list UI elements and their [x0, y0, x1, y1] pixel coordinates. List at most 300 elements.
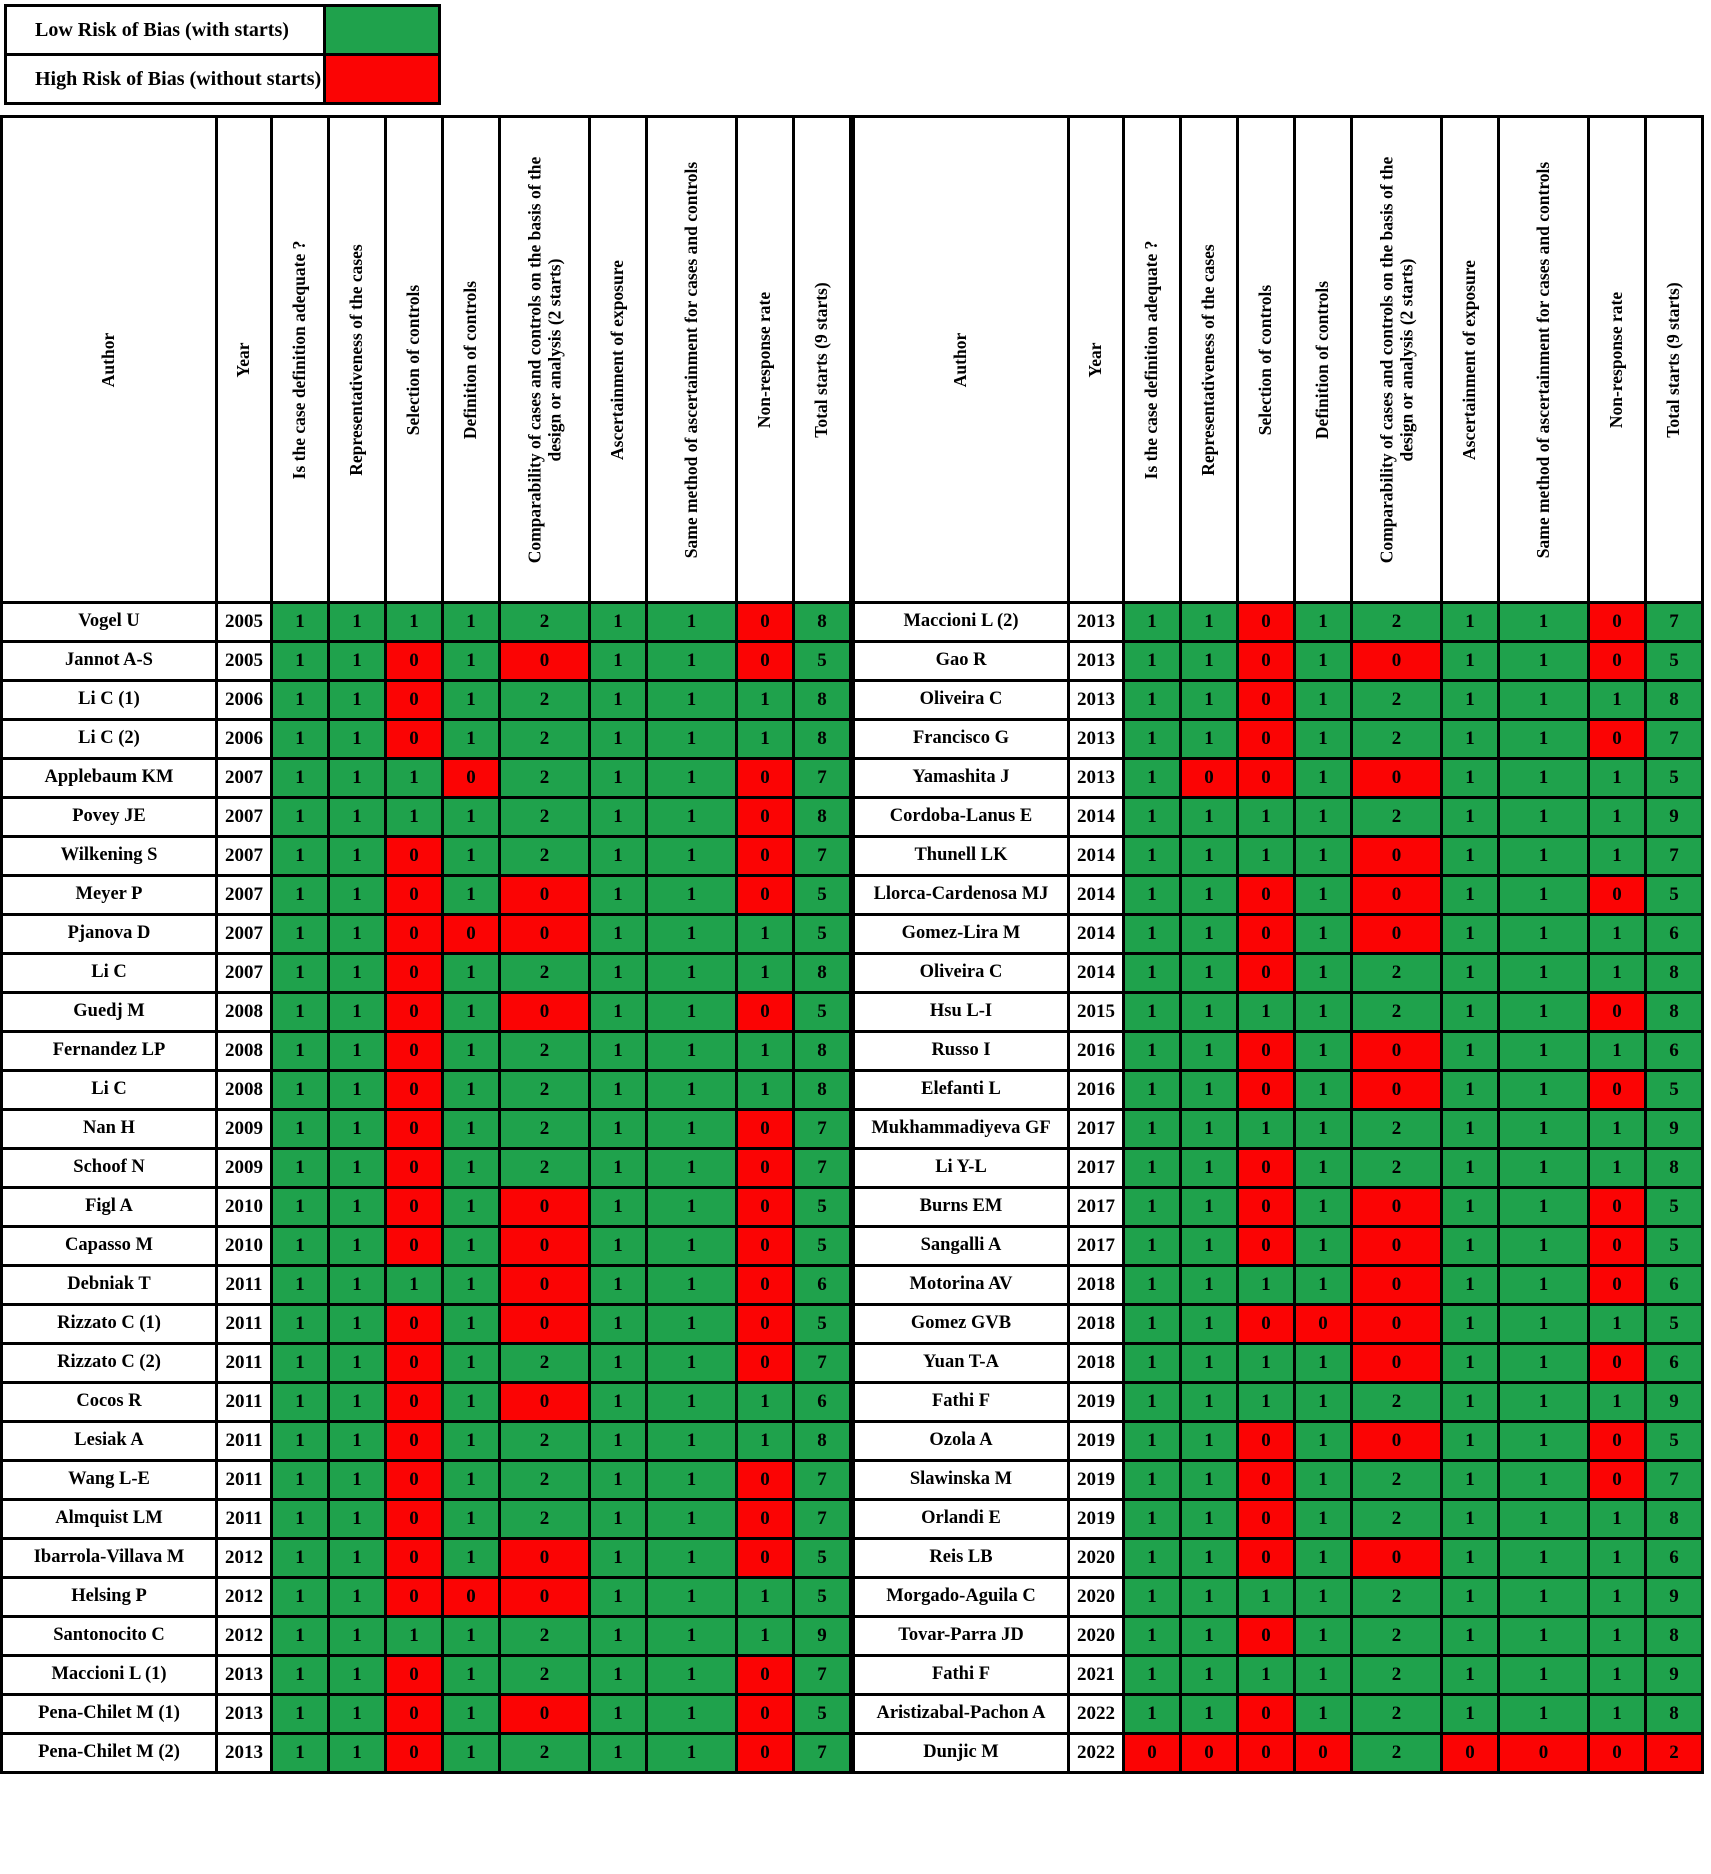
- score-cell-low-risk: 1: [1124, 1383, 1181, 1422]
- score-cell-low-risk: 1: [590, 1188, 647, 1227]
- author-cell: Helsing P: [2, 1578, 217, 1617]
- score-cell-low-risk: 1: [1499, 993, 1589, 1032]
- column-header-text: Selection of controls: [403, 284, 424, 435]
- score-cell-low-risk: 1: [737, 1383, 794, 1422]
- author-cell: Gomez GVB: [854, 1305, 1069, 1344]
- author-cell: Cocos R: [2, 1383, 217, 1422]
- column-header-text: Non-response rate: [1606, 291, 1627, 428]
- score-cell-high-risk: 0: [1238, 876, 1295, 915]
- score-cell-low-risk: 1: [1295, 1539, 1352, 1578]
- score-cell-low-risk: 1: [1181, 1032, 1238, 1071]
- score-cell-low-risk: 1: [647, 681, 737, 720]
- column-header-representativeness-of-the-cases: [1181, 117, 1238, 603]
- score-cell-low-risk: 1: [1442, 1149, 1499, 1188]
- score-cell-low-risk: 1: [1295, 1500, 1352, 1539]
- score-cell-low-risk: 1: [1124, 1578, 1181, 1617]
- year-cell: 2011: [217, 1305, 272, 1344]
- score-cell-low-risk: 1: [1442, 798, 1499, 837]
- score-cell-low-risk: 1: [590, 993, 647, 1032]
- header-row: [854, 117, 1703, 603]
- score-cell-high-risk: 0: [1238, 1032, 1295, 1071]
- study-row: [854, 1266, 1703, 1305]
- score-cell-low-risk: 1: [1442, 993, 1499, 1032]
- score-cell-high-risk: 0: [1499, 1734, 1589, 1773]
- score-cell-high-risk: 0: [1352, 1344, 1442, 1383]
- score-cell-high-risk: 0: [1238, 1734, 1295, 1773]
- year-cell: 2014: [1069, 837, 1124, 876]
- column-header-text: Representativeness of the cases: [346, 243, 367, 476]
- score-cell-low-risk: 2: [500, 1617, 590, 1656]
- author-cell: Reis LB: [854, 1539, 1069, 1578]
- year-cell: 2008: [217, 1071, 272, 1110]
- score-cell-low-risk: 6: [794, 1383, 851, 1422]
- score-cell-low-risk: 1: [1589, 798, 1646, 837]
- score-cell-low-risk: 5: [1646, 1305, 1703, 1344]
- year-cell: 2019: [1069, 1500, 1124, 1539]
- study-row: [2, 1539, 851, 1578]
- score-cell-low-risk: 1: [272, 1149, 329, 1188]
- score-cell-low-risk: 1: [590, 1656, 647, 1695]
- score-cell-low-risk: 1: [647, 720, 737, 759]
- legend-row-low-risk: [4, 4, 1711, 56]
- year-cell: 2007: [217, 915, 272, 954]
- score-cell-low-risk: 1: [737, 1617, 794, 1656]
- score-cell-high-risk: 0: [1238, 1695, 1295, 1734]
- score-cell-high-risk: 0: [500, 1383, 590, 1422]
- score-cell-low-risk: 2: [1352, 720, 1442, 759]
- score-cell-low-risk: 1: [647, 1344, 737, 1383]
- score-cell-low-risk: 1: [1499, 1188, 1589, 1227]
- score-cell-low-risk: 1: [329, 1110, 386, 1149]
- year-cell: 2020: [1069, 1617, 1124, 1656]
- study-row: [854, 837, 1703, 876]
- score-cell-high-risk: 0: [386, 681, 443, 720]
- score-cell-low-risk: 1: [1181, 1071, 1238, 1110]
- score-cell-low-risk: 1: [1295, 642, 1352, 681]
- author-cell: Ozola A: [854, 1422, 1069, 1461]
- score-cell-low-risk: 1: [443, 837, 500, 876]
- score-cell-high-risk: 0: [1238, 1188, 1295, 1227]
- score-cell-low-risk: 1: [1442, 1305, 1499, 1344]
- column-header-comparability-of-cases-and: [1352, 117, 1442, 603]
- score-cell-low-risk: 1: [1442, 1656, 1499, 1695]
- year-cell: 2011: [217, 1266, 272, 1305]
- score-cell-low-risk: 9: [1646, 798, 1703, 837]
- author-cell: Li C (2): [2, 720, 217, 759]
- score-cell-low-risk: 1: [590, 1344, 647, 1383]
- score-cell-high-risk: 0: [500, 876, 590, 915]
- score-cell-low-risk: 8: [794, 603, 851, 642]
- score-cell-low-risk: 1: [1442, 1032, 1499, 1071]
- score-cell-high-risk: 0: [386, 1071, 443, 1110]
- study-row: [854, 954, 1703, 993]
- score-cell-low-risk: 1: [590, 798, 647, 837]
- author-cell: Fathi F: [854, 1656, 1069, 1695]
- score-cell-low-risk: 2: [1352, 1617, 1442, 1656]
- score-cell-low-risk: 1: [1124, 681, 1181, 720]
- score-cell-low-risk: 1: [647, 1149, 737, 1188]
- year-cell: 2013: [217, 1656, 272, 1695]
- study-row: [854, 1461, 1703, 1500]
- score-cell-low-risk: 1: [329, 1149, 386, 1188]
- score-cell-low-risk: 1: [647, 1188, 737, 1227]
- score-cell-low-risk: 1: [1295, 837, 1352, 876]
- score-cell-low-risk: 1: [386, 603, 443, 642]
- year-cell: 2007: [217, 876, 272, 915]
- score-cell-low-risk: 1: [329, 954, 386, 993]
- score-cell-low-risk: 1: [1181, 603, 1238, 642]
- score-cell-low-risk: 1: [1295, 1227, 1352, 1266]
- score-cell-high-risk: 0: [386, 1383, 443, 1422]
- score-cell-high-risk: 0: [1181, 759, 1238, 798]
- score-cell-low-risk: 1: [590, 1422, 647, 1461]
- score-cell-low-risk: 5: [794, 1188, 851, 1227]
- score-cell-high-risk: 0: [737, 603, 794, 642]
- score-cell-low-risk: 1: [1442, 681, 1499, 720]
- score-cell-low-risk: 2: [500, 1344, 590, 1383]
- year-cell: 2018: [1069, 1344, 1124, 1383]
- score-cell-low-risk: 1: [590, 1266, 647, 1305]
- study-row: [854, 1656, 1703, 1695]
- score-cell-high-risk: 0: [737, 642, 794, 681]
- score-cell-high-risk: 0: [1238, 954, 1295, 993]
- column-header-text: Author: [98, 332, 119, 387]
- study-row: [854, 1032, 1703, 1071]
- column-header-definition-of-controls: [443, 117, 500, 603]
- column-header-text: Representativeness of the cases: [1198, 243, 1219, 476]
- score-cell-low-risk: 1: [1442, 954, 1499, 993]
- study-row: [2, 1071, 851, 1110]
- column-header-text: Year: [1085, 342, 1106, 377]
- study-row: [2, 1032, 851, 1071]
- score-cell-low-risk: 8: [794, 720, 851, 759]
- score-cell-low-risk: 7: [1646, 603, 1703, 642]
- score-cell-low-risk: 1: [1499, 1695, 1589, 1734]
- score-cell-low-risk: 2: [1352, 1149, 1442, 1188]
- score-cell-low-risk: 1: [329, 1227, 386, 1266]
- score-cell-low-risk: 1: [329, 603, 386, 642]
- score-cell-low-risk: 8: [1646, 1695, 1703, 1734]
- author-cell: Povey JE: [2, 798, 217, 837]
- year-cell: 2011: [217, 1500, 272, 1539]
- score-cell-low-risk: 1: [1442, 759, 1499, 798]
- score-cell-high-risk: 2: [1646, 1734, 1703, 1773]
- score-cell-low-risk: 1: [329, 1422, 386, 1461]
- score-cell-low-risk: 1: [1499, 1266, 1589, 1305]
- score-cell-high-risk: 0: [1352, 876, 1442, 915]
- year-cell: 2020: [1069, 1539, 1124, 1578]
- score-cell-low-risk: 1: [647, 1071, 737, 1110]
- year-cell: 2017: [1069, 1227, 1124, 1266]
- score-cell-low-risk: 1: [1499, 1617, 1589, 1656]
- score-cell-low-risk: 1: [1181, 1266, 1238, 1305]
- author-cell: Cordoba-Lanus E: [854, 798, 1069, 837]
- score-cell-low-risk: 5: [1646, 642, 1703, 681]
- column-header-total-starts-9-starts: [794, 117, 851, 603]
- score-cell-low-risk: 1: [1442, 915, 1499, 954]
- study-row: [2, 642, 851, 681]
- year-cell: 2009: [217, 1149, 272, 1188]
- score-cell-low-risk: 1: [386, 798, 443, 837]
- author-cell: Nan H: [2, 1110, 217, 1149]
- score-cell-low-risk: 1: [1181, 915, 1238, 954]
- score-cell-low-risk: 1: [272, 1110, 329, 1149]
- score-cell-low-risk: 1: [590, 1734, 647, 1773]
- author-cell: Vogel U: [2, 603, 217, 642]
- score-cell-low-risk: 1: [1589, 681, 1646, 720]
- score-cell-low-risk: 1: [329, 1344, 386, 1383]
- score-cell-high-risk: 0: [386, 1149, 443, 1188]
- score-cell-low-risk: 1: [647, 1500, 737, 1539]
- score-cell-low-risk: 1: [1589, 1032, 1646, 1071]
- score-cell-low-risk: 1: [1124, 1617, 1181, 1656]
- score-cell-low-risk: 1: [1181, 642, 1238, 681]
- score-cell-low-risk: 1: [590, 1305, 647, 1344]
- score-cell-low-risk: 1: [1181, 837, 1238, 876]
- score-cell-low-risk: 1: [272, 798, 329, 837]
- study-row: [854, 1305, 1703, 1344]
- author-cell: Llorca-Cardenosa MJ: [854, 876, 1069, 915]
- study-row: [854, 1188, 1703, 1227]
- score-cell-low-risk: 1: [1295, 1578, 1352, 1617]
- year-cell: 2013: [1069, 642, 1124, 681]
- score-cell-low-risk: 1: [1238, 1656, 1295, 1695]
- score-cell-high-risk: 0: [500, 993, 590, 1032]
- score-cell-low-risk: 1: [443, 1071, 500, 1110]
- score-cell-high-risk: 0: [737, 1266, 794, 1305]
- author-cell: Figl A: [2, 1188, 217, 1227]
- score-cell-low-risk: 1: [329, 1461, 386, 1500]
- score-cell-low-risk: 8: [794, 1032, 851, 1071]
- score-cell-low-risk: 5: [794, 993, 851, 1032]
- score-cell-high-risk: 0: [386, 1695, 443, 1734]
- score-cell-low-risk: 1: [1124, 1344, 1181, 1383]
- score-cell-low-risk: 1: [1181, 1149, 1238, 1188]
- column-header-author: [2, 117, 217, 603]
- score-cell-low-risk: 1: [1442, 1110, 1499, 1149]
- score-cell-low-risk: 1: [1499, 1110, 1589, 1149]
- column-header-text: Author: [950, 332, 971, 387]
- score-cell-low-risk: 1: [590, 1383, 647, 1422]
- score-cell-low-risk: 1: [443, 1383, 500, 1422]
- score-cell-low-risk: 1: [1124, 876, 1181, 915]
- score-cell-low-risk: 1: [443, 1500, 500, 1539]
- score-cell-low-risk: 1: [272, 1188, 329, 1227]
- score-cell-low-risk: 1: [272, 1578, 329, 1617]
- score-cell-low-risk: 9: [1646, 1110, 1703, 1149]
- score-cell-low-risk: 1: [1499, 915, 1589, 954]
- score-cell-low-risk: 1: [1499, 1461, 1589, 1500]
- score-cell-high-risk: 0: [737, 1539, 794, 1578]
- year-cell: 2013: [1069, 603, 1124, 642]
- score-cell-low-risk: 1: [1442, 1344, 1499, 1383]
- score-cell-low-risk: 1: [1442, 1266, 1499, 1305]
- author-cell: Gao R: [854, 642, 1069, 681]
- score-cell-low-risk: 1: [1499, 1539, 1589, 1578]
- score-cell-high-risk: 0: [1238, 642, 1295, 681]
- score-cell-low-risk: 1: [329, 915, 386, 954]
- study-row: [2, 915, 851, 954]
- study-row: [854, 1110, 1703, 1149]
- column-header-is-the-case-definition: [1124, 117, 1181, 603]
- score-cell-low-risk: 1: [1589, 1695, 1646, 1734]
- score-cell-low-risk: 1: [443, 954, 500, 993]
- score-cell-low-risk: 2: [1352, 603, 1442, 642]
- score-cell-low-risk: 1: [647, 1383, 737, 1422]
- study-row: [2, 1188, 851, 1227]
- score-cell-low-risk: 2: [1352, 1461, 1442, 1500]
- score-cell-high-risk: 0: [1589, 993, 1646, 1032]
- score-cell-low-risk: 1: [647, 915, 737, 954]
- score-cell-low-risk: 1: [443, 1461, 500, 1500]
- score-cell-low-risk: 1: [1181, 720, 1238, 759]
- author-cell: Russo I: [854, 1032, 1069, 1071]
- column-header-text: Is the case definition adequate ?: [289, 240, 310, 479]
- score-cell-high-risk: 0: [737, 1305, 794, 1344]
- study-row: [2, 954, 851, 993]
- column-header-text: Non-response rate: [754, 291, 775, 428]
- score-cell-low-risk: 1: [329, 1305, 386, 1344]
- score-cell-low-risk: 2: [500, 837, 590, 876]
- study-row: [854, 1149, 1703, 1188]
- score-cell-low-risk: 1: [1124, 1149, 1181, 1188]
- score-cell-low-risk: 1: [329, 1266, 386, 1305]
- score-cell-high-risk: 0: [1124, 1734, 1181, 1773]
- score-cell-high-risk: 0: [1589, 1266, 1646, 1305]
- score-cell-low-risk: 1: [1124, 1227, 1181, 1266]
- author-cell: Sangalli A: [854, 1227, 1069, 1266]
- score-cell-low-risk: 1: [1589, 1149, 1646, 1188]
- score-cell-high-risk: 0: [500, 1305, 590, 1344]
- score-cell-low-risk: 1: [386, 759, 443, 798]
- column-header-text: Total starts (9 starts): [811, 281, 832, 438]
- score-cell-low-risk: 1: [1124, 642, 1181, 681]
- column-header-is-the-case-definition: [272, 117, 329, 603]
- year-cell: 2005: [217, 642, 272, 681]
- score-cell-low-risk: 8: [1646, 1500, 1703, 1539]
- score-cell-low-risk: 1: [737, 1422, 794, 1461]
- score-cell-low-risk: 1: [443, 1656, 500, 1695]
- score-cell-low-risk: 1: [1442, 1227, 1499, 1266]
- score-cell-high-risk: 0: [1589, 1422, 1646, 1461]
- score-cell-high-risk: 0: [1589, 1734, 1646, 1773]
- score-cell-low-risk: 1: [272, 915, 329, 954]
- year-cell: 2010: [217, 1227, 272, 1266]
- score-cell-high-risk: 0: [737, 798, 794, 837]
- score-cell-high-risk: 0: [1238, 1071, 1295, 1110]
- score-cell-low-risk: 1: [647, 1227, 737, 1266]
- score-cell-low-risk: 2: [500, 603, 590, 642]
- score-cell-low-risk: 7: [794, 1500, 851, 1539]
- score-cell-high-risk: 0: [1238, 1539, 1295, 1578]
- score-cell-low-risk: 1: [1124, 1500, 1181, 1539]
- score-cell-low-risk: 1: [647, 1461, 737, 1500]
- score-cell-low-risk: 1: [1124, 993, 1181, 1032]
- score-cell-low-risk: 6: [1646, 915, 1703, 954]
- author-cell: Maccioni L (1): [2, 1656, 217, 1695]
- study-row: [2, 993, 851, 1032]
- column-header-non-response-rate: [1589, 117, 1646, 603]
- score-cell-low-risk: 2: [1352, 954, 1442, 993]
- year-cell: 2016: [1069, 1032, 1124, 1071]
- score-cell-high-risk: 0: [386, 1344, 443, 1383]
- score-cell-high-risk: 0: [1589, 1344, 1646, 1383]
- score-cell-high-risk: 0: [1589, 1461, 1646, 1500]
- column-header-same-method-of-ascertainment: [1499, 117, 1589, 603]
- score-cell-low-risk: 5: [794, 915, 851, 954]
- year-cell: 2016: [1069, 1071, 1124, 1110]
- study-row: [854, 1500, 1703, 1539]
- column-header-ascertainment-of-exposure: [590, 117, 647, 603]
- score-cell-low-risk: 1: [590, 1500, 647, 1539]
- author-cell: Li C: [2, 954, 217, 993]
- year-cell: 2018: [1069, 1266, 1124, 1305]
- study-row: [854, 1383, 1703, 1422]
- year-cell: 2013: [1069, 720, 1124, 759]
- score-cell-low-risk: 1: [386, 1266, 443, 1305]
- score-cell-low-risk: 1: [1124, 759, 1181, 798]
- score-cell-high-risk: 0: [737, 1188, 794, 1227]
- score-cell-high-risk: 0: [1352, 915, 1442, 954]
- score-cell-low-risk: 1: [443, 1149, 500, 1188]
- study-row: [2, 720, 851, 759]
- score-cell-low-risk: 6: [794, 1266, 851, 1305]
- score-cell-low-risk: 1: [329, 1383, 386, 1422]
- legend-swatch-high-risk: [323, 53, 441, 105]
- score-cell-low-risk: 1: [1124, 837, 1181, 876]
- score-cell-high-risk: 0: [386, 1461, 443, 1500]
- study-row: [2, 1617, 851, 1656]
- study-row: [854, 876, 1703, 915]
- score-cell-low-risk: 7: [794, 1656, 851, 1695]
- study-row: [2, 681, 851, 720]
- score-cell-low-risk: 1: [647, 1695, 737, 1734]
- score-cell-high-risk: 0: [737, 876, 794, 915]
- score-cell-low-risk: 9: [794, 1617, 851, 1656]
- score-cell-high-risk: 0: [500, 1188, 590, 1227]
- study-row: [854, 681, 1703, 720]
- author-cell: Debniak T: [2, 1266, 217, 1305]
- score-cell-low-risk: 1: [1295, 993, 1352, 1032]
- score-cell-high-risk: 0: [1238, 915, 1295, 954]
- column-header-selection-of-controls: [386, 117, 443, 603]
- score-cell-high-risk: 0: [1589, 1227, 1646, 1266]
- score-cell-low-risk: 2: [500, 720, 590, 759]
- score-cell-low-risk: 1: [1124, 1461, 1181, 1500]
- score-cell-high-risk: 0: [737, 1695, 794, 1734]
- score-cell-low-risk: 1: [1589, 915, 1646, 954]
- score-cell-low-risk: 1: [329, 1539, 386, 1578]
- score-cell-low-risk: 1: [1442, 603, 1499, 642]
- score-cell-low-risk: 1: [329, 1188, 386, 1227]
- score-cell-low-risk: 1: [1181, 1500, 1238, 1539]
- author-cell: Pena-Chilet M (2): [2, 1734, 217, 1773]
- score-cell-low-risk: 1: [1499, 1149, 1589, 1188]
- score-cell-low-risk: 1: [1589, 1617, 1646, 1656]
- year-cell: 2019: [1069, 1461, 1124, 1500]
- study-row: [854, 1344, 1703, 1383]
- score-cell-low-risk: 1: [1295, 798, 1352, 837]
- score-cell-high-risk: 0: [1238, 1422, 1295, 1461]
- column-header-year: [1069, 117, 1124, 603]
- author-cell: Li Y-L: [854, 1149, 1069, 1188]
- score-cell-low-risk: 1: [1499, 759, 1589, 798]
- score-cell-low-risk: 8: [1646, 1149, 1703, 1188]
- score-cell-high-risk: 0: [443, 1578, 500, 1617]
- score-cell-high-risk: 0: [386, 1227, 443, 1266]
- score-cell-low-risk: 1: [1589, 1305, 1646, 1344]
- author-cell: Tovar-Parra JD: [854, 1617, 1069, 1656]
